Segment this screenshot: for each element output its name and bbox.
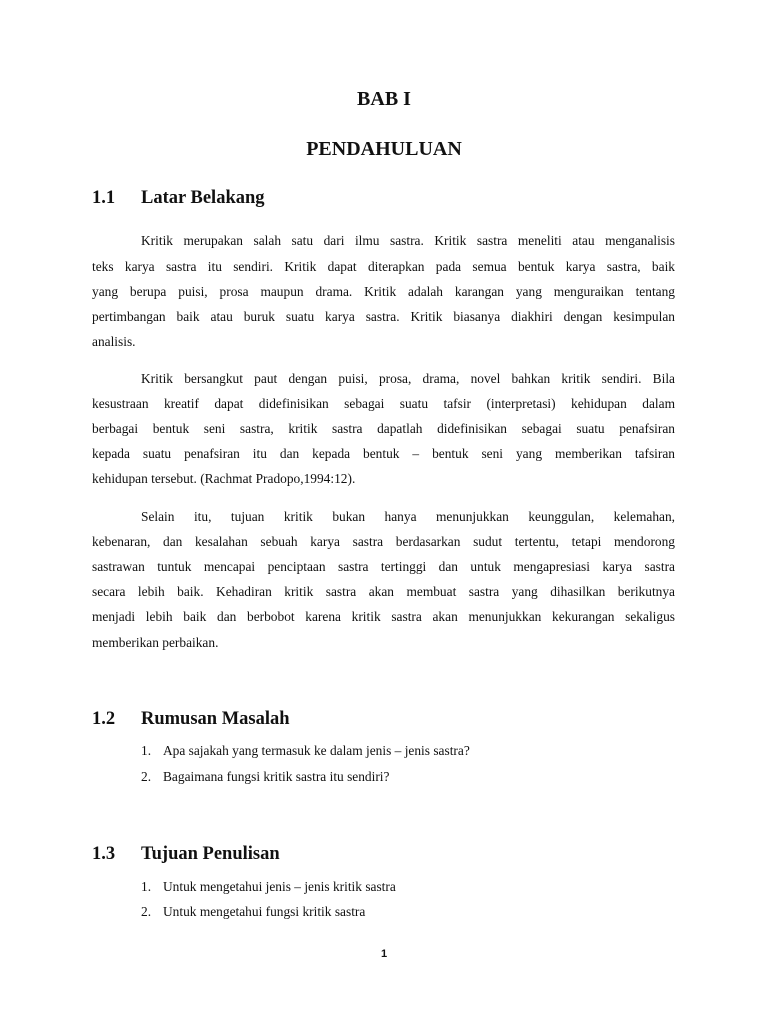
paragraph-line: Kritik bersangkut paut dengan puisi, prosa, drama, novel bahkan kritik sendiri. Bila — [141, 371, 675, 386]
section-number: 1.2 — [92, 709, 116, 729]
paragraph-line: Kritik merupakan salah satu dari ilmu sastra. Kritik sastra meneliti atau menganalisis — [141, 233, 675, 248]
list-item-number: 1. — [141, 743, 152, 758]
list-item-number: 2. — [141, 904, 152, 919]
section-title-tujuan-penulisan: Tujuan Penulisan — [141, 844, 280, 864]
section-title-latar-belakang: Latar Belakang — [141, 188, 265, 208]
paragraph-line: berbagai bentuk seni sastra, kritik sastra dapatlah didefinisikan sebagai suatu penafsiran — [92, 421, 675, 436]
paragraph-line: secara lebih baik. Kehadiran kritik sastra akan membuat sastra yang dihasilkan berikutnya — [92, 584, 675, 599]
list-item: Untuk mengetahui fungsi kritik sastra — [163, 904, 366, 919]
list-item: Bagaimana fungsi kritik sastra itu sendiri? — [163, 769, 390, 784]
paragraph-line: kesustraan kreatif dapat didefinisikan sebagai suatu tafsir (interpretasi) kehidupan dalam — [92, 396, 675, 411]
paragraph-line: menjadi lebih baik dan berbobot karena kritik sastra akan menunjukkan kekurangan sekaligus — [92, 609, 675, 624]
section-number: 1.3 — [92, 844, 116, 864]
paragraph-line: sastrawan tuntuk mencapai penciptaan sastra tertinggi dan untuk mengapresiasi karya sastra — [92, 559, 675, 574]
list-item: Apa sajakah yang termasuk ke dalam jenis – jenis sastra? — [163, 743, 470, 758]
paragraph-line: teks karya sastra itu sendiri. Kritik dapat diterapkan pada semua bentuk karya sastra, baik — [92, 259, 675, 274]
paragraph-line: Selain itu, tujuan kritik bukan hanya menunjukkan keunggulan, kelemahan, — [141, 509, 675, 524]
paragraph-line: pertimbangan baik atau buruk suatu karya sastra. Kritik biasanya diakhiri dengan kesimpulan — [92, 309, 675, 324]
list-item-number: 1. — [141, 879, 152, 894]
paragraph-line: analisis. — [92, 334, 136, 349]
list-item: Untuk mengetahui jenis – jenis kritik sastra — [163, 879, 396, 894]
page-number: 1 — [380, 948, 388, 960]
paragraph-line: kehidupan tersebut. (Rachmat Pradopo,1994:12). — [92, 471, 356, 486]
paragraph-line: memberikan perbaikan. — [92, 635, 219, 650]
section-number: 1.1 — [92, 188, 116, 208]
paragraph-line: kebenaran, dan kesalahan sebuah karya sastra berdasarkan sudut tertentu, tetapi mendorong — [92, 534, 675, 549]
section-title-rumusan-masalah: Rumusan Masalah — [141, 709, 290, 729]
list-item-number: 2. — [141, 769, 152, 784]
paragraph-line: yang berupa puisi, prosa maupun drama. Kritik adalah karangan yang menguraikan tentang — [92, 284, 675, 299]
chapter-label: BAB I — [357, 88, 411, 110]
paragraph-line: kepada suatu penafsiran itu dan kepada bentuk – bentuk seni yang memberikan tafsiran — [92, 446, 675, 461]
chapter-title: PENDAHULUAN — [306, 138, 462, 160]
